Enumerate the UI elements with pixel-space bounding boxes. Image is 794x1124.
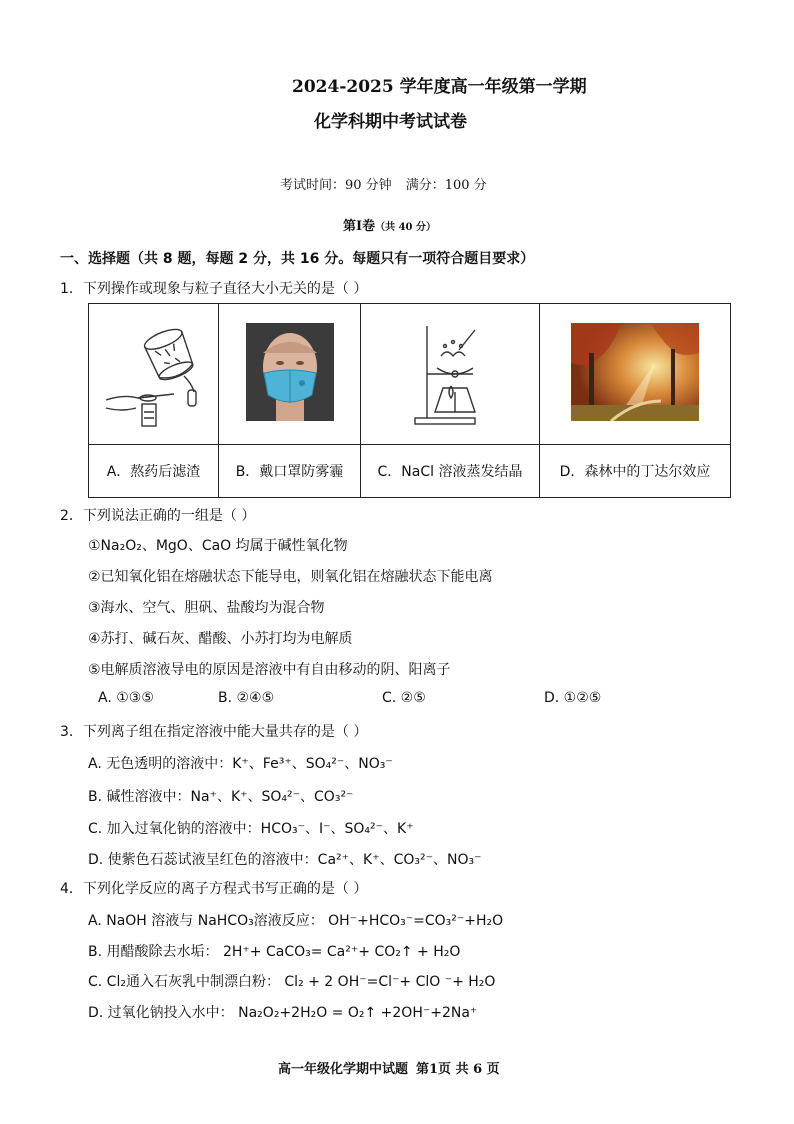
option-d-image-cell	[540, 304, 731, 445]
question-2-stem: 2．下列说法正确的一组是（ ）	[60, 508, 256, 524]
full-score: 满分：100 分	[405, 178, 487, 193]
question-3-option-a: A. 无色透明的溶液中：K⁺、Fe³⁺、SO₄²⁻、NO₃⁻	[88, 756, 393, 772]
forest-sunlight-photo	[571, 323, 699, 421]
statement-1: ①Na₂O₂、MgO、CaO 均属于碱性氧化物	[88, 538, 348, 554]
option-c-label: C．NaCl 溶液蒸发结晶	[361, 445, 540, 498]
statement-3: ③海水、空气、胆矾、盐酸均为混合物	[88, 600, 325, 616]
question-3-option-d: D. 使紫色石蕊试液呈红色的溶液中：Ca²⁺、K⁺、CO₃²⁻、NO₃⁻	[88, 852, 482, 868]
statement-5: ⑤电解质溶液导电的原因是溶液中有自由移动的阴、阳离子	[88, 662, 451, 678]
statement-4: ④苏打、碱石灰、醋酸、小苏打均为电解质	[88, 631, 353, 647]
option-b-image-cell	[219, 304, 361, 445]
evaporation-apparatus-icon	[395, 316, 505, 428]
question-1-stem: 1．下列操作或现象与粒子直径大小无关的是（ ）	[60, 281, 368, 297]
question-4-stem: 4．下列化学反应的离子方程式书写正确的是（ ）	[60, 881, 368, 897]
section-heading: 一、选择题（共 8 题，每题 2 分，共 16 分。每题只有一项符合题目要求）	[60, 251, 535, 267]
exam-time: 考试时间：90 分钟	[280, 178, 392, 193]
option-b-label: B．戴口罩防雾霾	[219, 445, 361, 498]
part-heading	[343, 215, 436, 234]
option-a-label: A．熬药后滤渣	[89, 445, 219, 498]
question-1-option-table	[88, 303, 731, 498]
question-3-option-b: B. 碱性溶液中：Na⁺、K⁺、SO₄²⁻、CO₃²⁻	[88, 789, 354, 805]
question-4-option-b: B. 用醋酸除去水垢： 2H⁺+ CaCO₃= Ca²⁺+ CO₂↑ + H₂O	[88, 944, 461, 960]
option-c-image-cell	[361, 304, 540, 445]
question-3-stem: 3．下列离子组在指定溶液中能大量共存的是（ ）	[60, 724, 368, 740]
question-4-option-c: C. Cl₂通入石灰乳中制漂白粉： Cl₂ + 2 OH⁻=Cl⁻+ ClO ⁻+ H₂O	[88, 974, 496, 990]
question-2-choice-d: D. ①②⑤	[544, 690, 602, 706]
exam-meta	[280, 174, 487, 193]
filtration-apparatus-icon	[98, 316, 210, 428]
exam-title-line2: 化学科期中考试试卷	[314, 112, 467, 132]
question-4-option-a: A. NaOH 溶液与 NaHCO₃溶液反应： OH⁻+HCO₃⁻=CO₃²⁻+H₂O	[88, 913, 504, 929]
question-4-option-d: D. 过氧化钠投入水中： Na₂O₂+2H₂O = O₂↑ +2OH⁻+2Na⁺	[88, 1005, 478, 1021]
question-2-choice-c: C. ②⑤	[382, 690, 426, 706]
part-title: 第Ⅰ卷	[343, 219, 376, 234]
question-2-choice-b: B. ②④⑤	[218, 690, 275, 706]
option-a-image-cell	[89, 304, 219, 445]
option-d-label: D．森林中的丁达尔效应	[540, 445, 731, 498]
part-note: （共 40 分）	[375, 222, 436, 233]
question-2-choice-a: A. ①③⑤	[98, 690, 154, 706]
exam-title-line1: 2024-2025 学年度高一年级第一学期	[292, 77, 587, 97]
question-3-option-c: C. 加入过氧化钠的溶液中：HCO₃⁻、I⁻、SO₄²⁻、K⁺	[88, 821, 414, 837]
page-footer	[278, 1058, 500, 1077]
footer-title: 高一年级化学期中试题	[278, 1062, 409, 1077]
page-number: 第1页 共 6 页	[416, 1062, 500, 1077]
statement-2: ②已知氧化铝在熔融状态下能导电，则氧化铝在熔融状态下能电离	[88, 569, 493, 585]
face-mask-photo	[246, 323, 334, 421]
